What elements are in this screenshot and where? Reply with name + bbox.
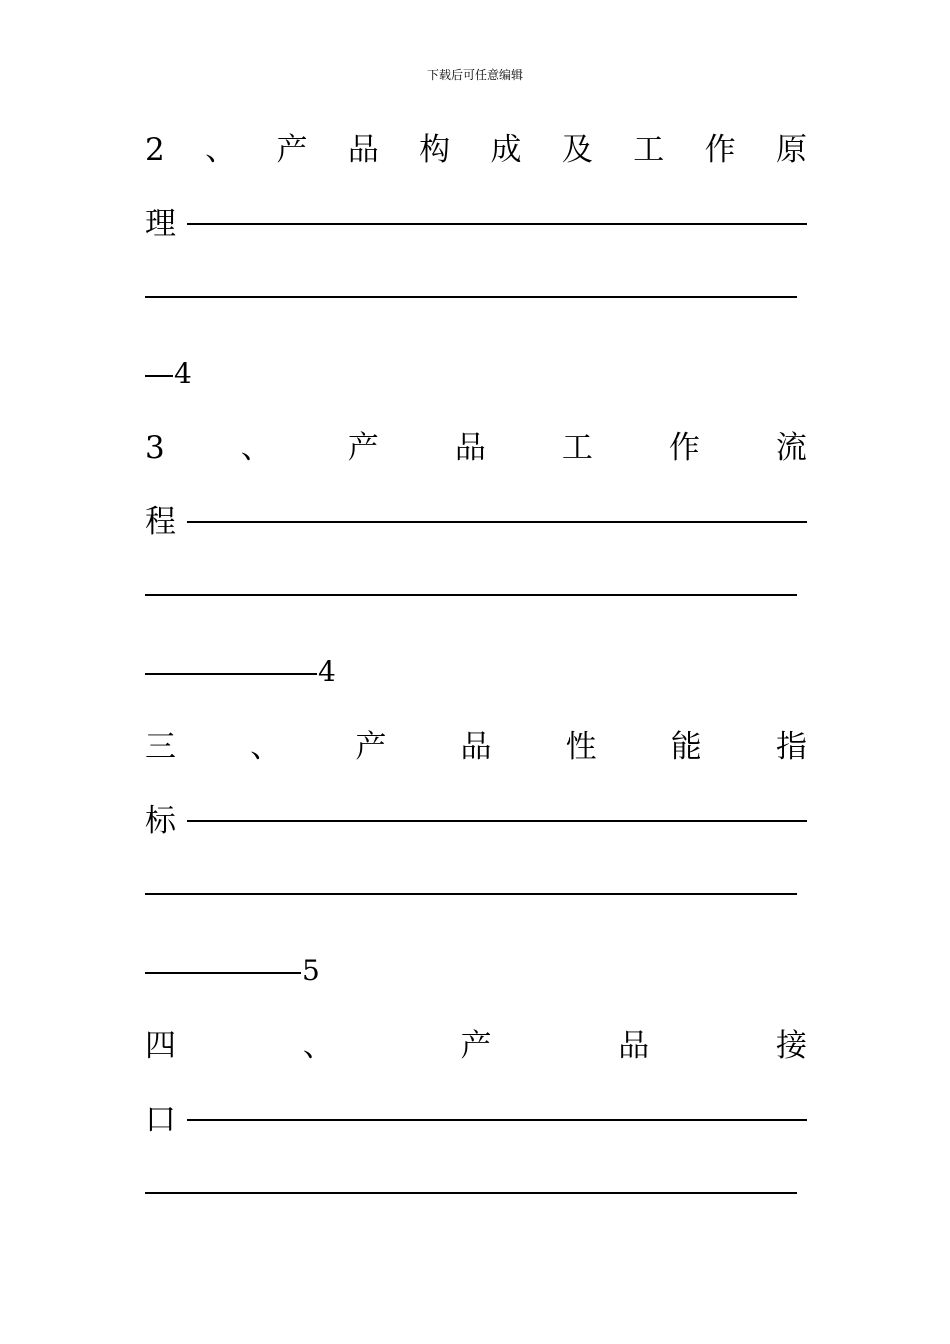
leader-rule [145,1192,797,1194]
leader-rule [187,820,807,822]
leader-rule [145,594,797,596]
toc-title-char: 流 [775,430,807,466]
toc-leader-line [145,1100,807,1140]
toc-title-line [145,428,807,468]
toc-leader-line [145,204,807,244]
toc-title-char: 工 [633,132,665,168]
toc-title-char: 品 [347,132,379,168]
toc-title-char: 工 [561,430,593,466]
toc-title-char: 三 [145,729,176,765]
toc-title-char: 产 [460,1028,492,1064]
toc-title-char: 品 [454,430,486,466]
toc-title-line [145,727,807,767]
toc-title-char: 品 [460,729,492,765]
toc-title-char: 作 [704,132,736,168]
toc-title-line [145,130,807,170]
toc-page-number: 4 [318,655,336,688]
toc-title-char: 性 [565,729,597,765]
toc-continuation-char: 理 [145,206,176,242]
toc-title-char: 产 [355,729,387,765]
leader-rule [145,375,173,377]
toc-title-char: 能 [670,729,702,765]
toc-title-line [145,1026,807,1066]
leader-rule [145,296,797,298]
toc-title-char: 、 [302,1028,334,1064]
toc-leader-line [145,801,807,841]
toc-title-char: 品 [618,1028,650,1064]
leader-rule [187,1119,807,1121]
toc-title-char: 作 [668,430,700,466]
leader-rule [187,223,807,225]
leader-rule [145,972,301,974]
toc-page-number-line [145,357,192,391]
toc-title-char: 产 [276,132,308,168]
toc-title-char: 成 [490,132,522,168]
toc-title-char: 2 [145,132,165,168]
toc-page-number: 4 [174,357,192,390]
toc-page-number-line [145,655,336,689]
toc-title-char: 产 [347,430,379,466]
toc-title-char: 、 [240,430,272,466]
toc-page-number: 5 [302,954,320,987]
toc-title-char: 、 [205,132,237,168]
toc-continuation-char: 口 [145,1102,176,1138]
toc-title-char: 指 [775,729,807,765]
leader-rule [145,893,797,895]
page-header: 下载后可任意编辑 [426,68,523,82]
toc-continuation-char: 标 [145,803,176,839]
toc-title-char: 构 [419,132,451,168]
toc-title-char: 原 [775,132,807,168]
toc-title-char: 接 [776,1028,807,1064]
toc-title-char: 及 [561,132,593,168]
leader-rule [187,521,807,523]
toc-continuation-char: 程 [145,504,176,540]
toc-title-char: 、 [250,729,282,765]
toc-page-number-line [145,954,320,988]
toc-leader-line [145,502,807,542]
toc-title-char: 四 [145,1028,176,1064]
leader-rule [145,673,317,675]
toc-title-char: 3 [145,430,165,466]
